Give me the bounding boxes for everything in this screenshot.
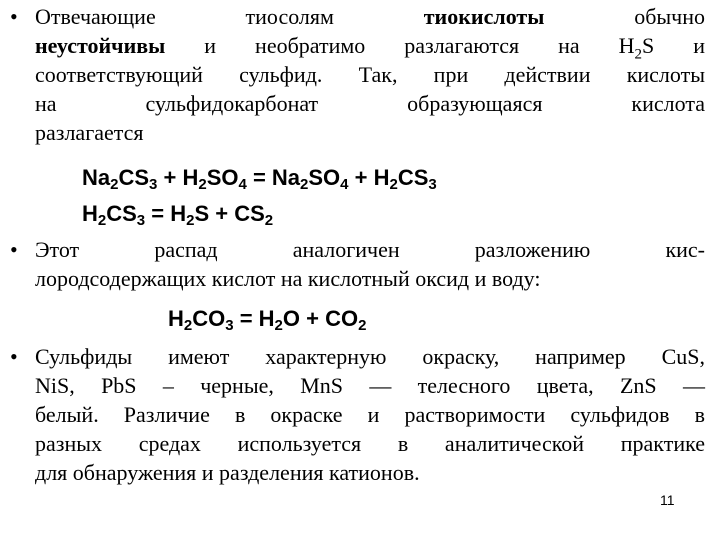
equation-carbonic-acid-decomposition: $H_2CO_3 = H_2O + CO_2$ [168,306,367,334]
paragraph-decomposition-analogy [35,235,705,293]
bullet-marker: • [10,237,18,262]
paragraph-line: разлагается [35,120,144,145]
bullet-marker: • [10,344,18,369]
paragraph-thioacids [35,2,705,147]
paragraph-line: разных средах используется в аналитической практике [35,431,705,456]
paragraph-line: лородсодержащих кислот на кислотный оксид и воду: [35,266,541,291]
page-number: 11 [660,492,675,508]
paragraph-line: для обнаружения и разделения катионов. [35,460,420,485]
paragraph-sulfide-colors [35,342,705,487]
equation-sulfidocarbonate-reaction: $Na_2CS_3 + H_2SO_4 = Na_2SO_4 + H_2CS_3$ [82,165,437,193]
paragraph-line: Отвечающие тиосолям тиокислоты обычно [35,4,705,29]
bullet-marker: • [10,4,18,29]
equation-thiocarbonic-acid-decomposition: $H_2CS_3 = H_2S + CS_2$ [82,201,274,229]
paragraph-line: NiS, PbS – черные, MnS — телесного цвета, ZnS — [35,373,705,398]
paragraph-line: неустойчивы и необратимо разлагаются на $H_2S$ и [35,33,705,63]
paragraph-line: Этот распад аналогичен разложению кис- [35,237,705,262]
paragraph-line: Сульфиды имеют характерную окраску, например CuS, [35,344,705,369]
paragraph-line: белый. Различие в окраске и растворимости сульфидов в [35,402,705,427]
paragraph-line: соответствующий сульфид. Так, при действии кислоты [35,62,705,87]
paragraph-line: на сульфидокарбонат образующаяся кислота [35,91,705,116]
